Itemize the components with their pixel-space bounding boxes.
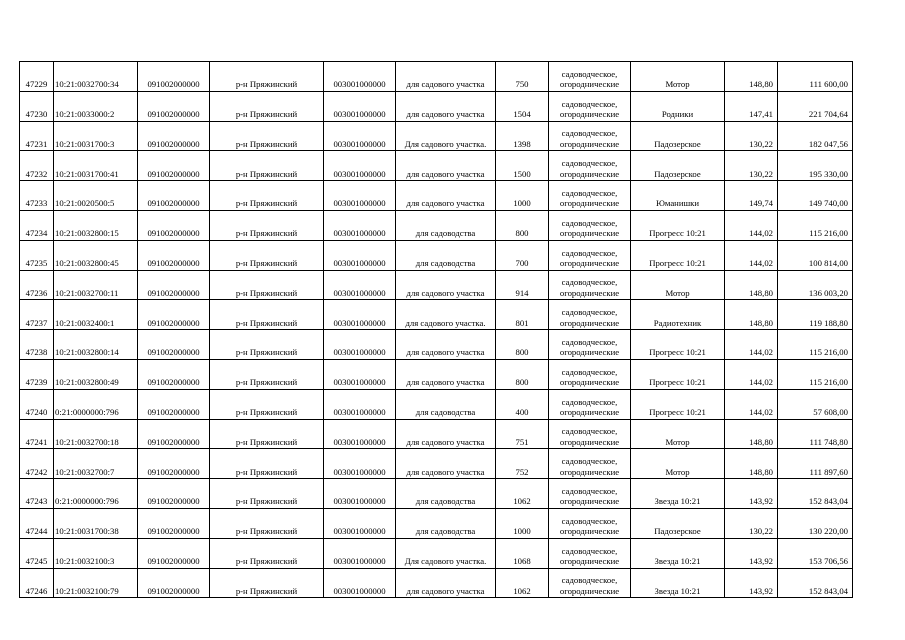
settlement-name-cell: Прогресс 10:21	[631, 210, 725, 240]
okato-code-cell: 003001000000	[324, 330, 396, 360]
permitted-use-cell: для садового участка	[396, 62, 496, 92]
permitted-use-cell: для садового участка	[396, 449, 496, 479]
record-number-cell: 47232	[20, 151, 54, 181]
land-category-cell: садоводческое, огороднические	[549, 508, 631, 538]
land-category-cell: садоводческое, огороднические	[549, 240, 631, 270]
record-number-cell: 47245	[20, 538, 54, 568]
settlement-name-cell: Падозерское	[631, 121, 725, 151]
okato-code-cell: 003001000000	[324, 568, 396, 598]
okato-code-cell: 003001000000	[324, 181, 396, 211]
district-cell: р-н Пряжинский	[210, 419, 324, 449]
oktmo-code-cell: 091002000000	[138, 479, 210, 509]
oktmo-code-cell: 091002000000	[138, 508, 210, 538]
permitted-use-cell: для садового участка	[396, 330, 496, 360]
land-category-cell: садоводческое, огороднические	[549, 359, 631, 389]
cadastral-number-cell: 10:21:0032100:3	[54, 538, 138, 568]
permitted-use-cell: для садового участка	[396, 270, 496, 300]
area-cell: 400	[496, 389, 549, 419]
cadastral-number-cell: 10:21:0032800:45	[54, 240, 138, 270]
specific-value-cell: 143,92	[725, 538, 778, 568]
specific-value-cell: 148,80	[725, 419, 778, 449]
district-cell: р-н Пряжинский	[210, 330, 324, 360]
record-number-cell: 47235	[20, 240, 54, 270]
area-cell: 750	[496, 62, 549, 92]
table-row	[20, 359, 853, 389]
specific-value-cell: 130,22	[725, 151, 778, 181]
record-number-cell: 47243	[20, 479, 54, 509]
land-category-cell: садоводческое, огороднические	[549, 568, 631, 598]
specific-value-cell: 143,92	[725, 479, 778, 509]
cadastral-value-cell: 115 216,00	[778, 359, 853, 389]
area-cell: 1000	[496, 508, 549, 538]
specific-value-cell: 144,02	[725, 389, 778, 419]
settlement-name-cell: Прогресс 10:21	[631, 330, 725, 360]
settlement-name-cell: Мотор	[631, 62, 725, 92]
settlement-name-cell: Юманишки	[631, 181, 725, 211]
land-category-cell: садоводческое, огороднические	[549, 91, 631, 121]
settlement-name-cell: Родники	[631, 91, 725, 121]
cadastral-value-cell: 57 608,00	[778, 389, 853, 419]
area-cell: 800	[496, 359, 549, 389]
specific-value-cell: 148,80	[725, 300, 778, 330]
cadastral-number-cell: 10:21:0033000:2	[54, 91, 138, 121]
okato-code-cell: 003001000000	[324, 210, 396, 240]
cadastral-value-cell: 136 003,20	[778, 270, 853, 300]
table-row	[20, 270, 853, 300]
area-cell: 1398	[496, 121, 549, 151]
cadastral-value-cell: 195 330,00	[778, 151, 853, 181]
cadastral-value-cell: 119 188,80	[778, 300, 853, 330]
specific-value-cell: 144,02	[725, 330, 778, 360]
settlement-name-cell: Звезда 10:21	[631, 568, 725, 598]
table-row	[20, 389, 853, 419]
oktmo-code-cell: 091002000000	[138, 359, 210, 389]
permitted-use-cell: для садового участка	[396, 181, 496, 211]
cadastral-value-cell: 111 600,00	[778, 62, 853, 92]
oktmo-code-cell: 091002000000	[138, 419, 210, 449]
district-cell: р-н Пряжинский	[210, 210, 324, 240]
permitted-use-cell: для садового участка.	[396, 300, 496, 330]
area-cell: 800	[496, 330, 549, 360]
record-number-cell: 47236	[20, 270, 54, 300]
oktmo-code-cell: 091002000000	[138, 330, 210, 360]
settlement-name-cell: Падозерское	[631, 508, 725, 538]
permitted-use-cell: для садового участка	[396, 151, 496, 181]
record-number-cell: 47238	[20, 330, 54, 360]
cadastral-value-cell: 153 706,56	[778, 538, 853, 568]
record-number-cell: 47230	[20, 91, 54, 121]
area-cell: 1062	[496, 479, 549, 509]
table-row	[20, 62, 853, 92]
table-row	[20, 508, 853, 538]
record-number-cell: 47237	[20, 300, 54, 330]
cadastral-value-cell: 115 216,00	[778, 210, 853, 240]
okato-code-cell: 003001000000	[324, 151, 396, 181]
record-number-cell: 47242	[20, 449, 54, 479]
okato-code-cell: 003001000000	[324, 121, 396, 151]
district-cell: р-н Пряжинский	[210, 121, 324, 151]
cadastral-number-cell: 10:21:0032100:79	[54, 568, 138, 598]
settlement-name-cell: Прогресс 10:21	[631, 359, 725, 389]
permitted-use-cell: для садового участка	[396, 568, 496, 598]
record-number-cell: 47231	[20, 121, 54, 151]
specific-value-cell: 130,22	[725, 121, 778, 151]
cadastral-number-cell: 10:21:0032700:7	[54, 449, 138, 479]
okato-code-cell: 003001000000	[324, 359, 396, 389]
district-cell: р-н Пряжинский	[210, 449, 324, 479]
oktmo-code-cell: 091002000000	[138, 568, 210, 598]
oktmo-code-cell: 091002000000	[138, 62, 210, 92]
specific-value-cell: 149,74	[725, 181, 778, 211]
okato-code-cell: 003001000000	[324, 300, 396, 330]
district-cell: р-н Пряжинский	[210, 300, 324, 330]
okato-code-cell: 003001000000	[324, 270, 396, 300]
district-cell: р-н Пряжинский	[210, 151, 324, 181]
area-cell: 800	[496, 210, 549, 240]
specific-value-cell: 144,02	[725, 240, 778, 270]
land-category-cell: садоводческое, огороднические	[549, 181, 631, 211]
specific-value-cell: 143,92	[725, 568, 778, 598]
specific-value-cell: 130,22	[725, 508, 778, 538]
okato-code-cell: 003001000000	[324, 449, 396, 479]
table-row	[20, 479, 853, 509]
permitted-use-cell: для садоводства	[396, 210, 496, 240]
cadastral-number-cell: 0:21:0000000:796	[54, 389, 138, 419]
land-category-cell: садоводческое, огороднические	[549, 270, 631, 300]
okato-code-cell: 003001000000	[324, 508, 396, 538]
table-row	[20, 449, 853, 479]
cadastral-value-cell: 130 220,00	[778, 508, 853, 538]
oktmo-code-cell: 091002000000	[138, 300, 210, 330]
district-cell: р-н Пряжинский	[210, 389, 324, 419]
cadastral-number-cell: 10:21:0032800:14	[54, 330, 138, 360]
table-row	[20, 121, 853, 151]
record-number-cell: 47240	[20, 389, 54, 419]
settlement-name-cell: Прогресс 10:21	[631, 389, 725, 419]
table-row	[20, 300, 853, 330]
land-category-cell: садоводческое, огороднические	[549, 121, 631, 151]
table-row	[20, 151, 853, 181]
table-row	[20, 210, 853, 240]
district-cell: р-н Пряжинский	[210, 181, 324, 211]
district-cell: р-н Пряжинский	[210, 62, 324, 92]
specific-value-cell: 148,80	[725, 270, 778, 300]
cadastral-number-cell: 10:21:0032800:15	[54, 210, 138, 240]
land-category-cell: садоводческое, огороднические	[549, 300, 631, 330]
land-category-cell: садоводческое, огороднические	[549, 151, 631, 181]
permitted-use-cell: для садоводства	[396, 479, 496, 509]
land-registry-table	[19, 61, 853, 598]
cadastral-value-cell: 152 843,04	[778, 479, 853, 509]
area-cell: 1068	[496, 538, 549, 568]
record-number-cell: 47246	[20, 568, 54, 598]
table-row	[20, 240, 853, 270]
record-number-cell: 47229	[20, 62, 54, 92]
settlement-name-cell: Радиотехник	[631, 300, 725, 330]
district-cell: р-н Пряжинский	[210, 91, 324, 121]
cadastral-value-cell: 152 843,04	[778, 568, 853, 598]
table-row	[20, 181, 853, 211]
area-cell: 801	[496, 300, 549, 330]
cadastral-number-cell: 0:21:0000000:796	[54, 479, 138, 509]
district-cell: р-н Пряжинский	[210, 538, 324, 568]
land-category-cell: садоводческое, огороднические	[549, 62, 631, 92]
table-row	[20, 568, 853, 598]
cadastral-number-cell: 10:21:0032400:1	[54, 300, 138, 330]
settlement-name-cell: Прогресс 10:21	[631, 240, 725, 270]
district-cell: р-н Пряжинский	[210, 240, 324, 270]
district-cell: р-н Пряжинский	[210, 270, 324, 300]
okato-code-cell: 003001000000	[324, 538, 396, 568]
record-number-cell: 47239	[20, 359, 54, 389]
okato-code-cell: 003001000000	[324, 91, 396, 121]
district-cell: р-н Пряжинский	[210, 479, 324, 509]
cadastral-number-cell: 10:21:0032700:11	[54, 270, 138, 300]
settlement-name-cell: Мотор	[631, 449, 725, 479]
permitted-use-cell: для садового участка	[396, 91, 496, 121]
area-cell: 752	[496, 449, 549, 479]
oktmo-code-cell: 091002000000	[138, 181, 210, 211]
land-category-cell: садоводческое, огороднические	[549, 210, 631, 240]
area-cell: 1000	[496, 181, 549, 211]
table-row	[20, 91, 853, 121]
district-cell: р-н Пряжинский	[210, 568, 324, 598]
cadastral-number-cell: 10:21:0031700:41	[54, 151, 138, 181]
specific-value-cell: 144,02	[725, 210, 778, 240]
specific-value-cell: 147,41	[725, 91, 778, 121]
oktmo-code-cell: 091002000000	[138, 538, 210, 568]
area-cell: 700	[496, 240, 549, 270]
settlement-name-cell: Звезда 10:21	[631, 479, 725, 509]
cadastral-value-cell: 111 748,80	[778, 419, 853, 449]
record-number-cell: 47244	[20, 508, 54, 538]
area-cell: 914	[496, 270, 549, 300]
cadastral-number-cell: 10:21:0031700:3	[54, 121, 138, 151]
settlement-name-cell: Звезда 10:21	[631, 538, 725, 568]
record-number-cell: 47241	[20, 419, 54, 449]
oktmo-code-cell: 091002000000	[138, 240, 210, 270]
settlement-name-cell: Мотор	[631, 419, 725, 449]
area-cell: 1500	[496, 151, 549, 181]
oktmo-code-cell: 091002000000	[138, 210, 210, 240]
cadastral-number-cell: 10:21:0032700:34	[54, 62, 138, 92]
area-cell: 1062	[496, 568, 549, 598]
land-category-cell: садоводческое, огороднические	[549, 389, 631, 419]
oktmo-code-cell: 091002000000	[138, 91, 210, 121]
cadastral-number-cell: 10:21:0032800:49	[54, 359, 138, 389]
area-cell: 1504	[496, 91, 549, 121]
okato-code-cell: 003001000000	[324, 62, 396, 92]
land-category-cell: садоводческое, огороднические	[549, 419, 631, 449]
settlement-name-cell: Падозерское	[631, 151, 725, 181]
specific-value-cell: 148,80	[725, 449, 778, 479]
oktmo-code-cell: 091002000000	[138, 121, 210, 151]
record-number-cell: 47233	[20, 181, 54, 211]
permitted-use-cell: для садоводства	[396, 240, 496, 270]
permitted-use-cell: для садового участка	[396, 419, 496, 449]
specific-value-cell: 148,80	[725, 62, 778, 92]
table-row	[20, 330, 853, 360]
area-cell: 751	[496, 419, 549, 449]
land-category-cell: садоводческое, огороднические	[549, 538, 631, 568]
cadastral-value-cell: 221 704,64	[778, 91, 853, 121]
permitted-use-cell: для садового участка	[396, 359, 496, 389]
cadastral-value-cell: 149 740,00	[778, 181, 853, 211]
specific-value-cell: 144,02	[725, 359, 778, 389]
permitted-use-cell: для садоводства	[396, 389, 496, 419]
cadastral-number-cell: 10:21:0020500:5	[54, 181, 138, 211]
permitted-use-cell: Для садового участка.	[396, 538, 496, 568]
oktmo-code-cell: 091002000000	[138, 270, 210, 300]
cadastral-value-cell: 111 897,60	[778, 449, 853, 479]
land-category-cell: садоводческое, огороднические	[549, 479, 631, 509]
district-cell: р-н Пряжинский	[210, 508, 324, 538]
permitted-use-cell: Для садового участка.	[396, 121, 496, 151]
record-number-cell: 47234	[20, 210, 54, 240]
cadastral-number-cell: 10:21:0031700:38	[54, 508, 138, 538]
okato-code-cell: 003001000000	[324, 419, 396, 449]
land-category-cell: садоводческое, огороднические	[549, 449, 631, 479]
cadastral-number-cell: 10:21:0032700:18	[54, 419, 138, 449]
permitted-use-cell: для садоводства	[396, 508, 496, 538]
oktmo-code-cell: 091002000000	[138, 151, 210, 181]
okato-code-cell: 003001000000	[324, 240, 396, 270]
oktmo-code-cell: 091002000000	[138, 389, 210, 419]
okato-code-cell: 003001000000	[324, 479, 396, 509]
settlement-name-cell: Мотор	[631, 270, 725, 300]
land-category-cell: садоводческое, огороднические	[549, 330, 631, 360]
table-row	[20, 419, 853, 449]
okato-code-cell: 003001000000	[324, 389, 396, 419]
district-cell: р-н Пряжинский	[210, 359, 324, 389]
cadastral-value-cell: 182 047,56	[778, 121, 853, 151]
oktmo-code-cell: 091002000000	[138, 449, 210, 479]
table-row	[20, 538, 853, 568]
table-body	[20, 62, 853, 598]
cadastral-value-cell: 115 216,00	[778, 330, 853, 360]
cadastral-value-cell: 100 814,00	[778, 240, 853, 270]
